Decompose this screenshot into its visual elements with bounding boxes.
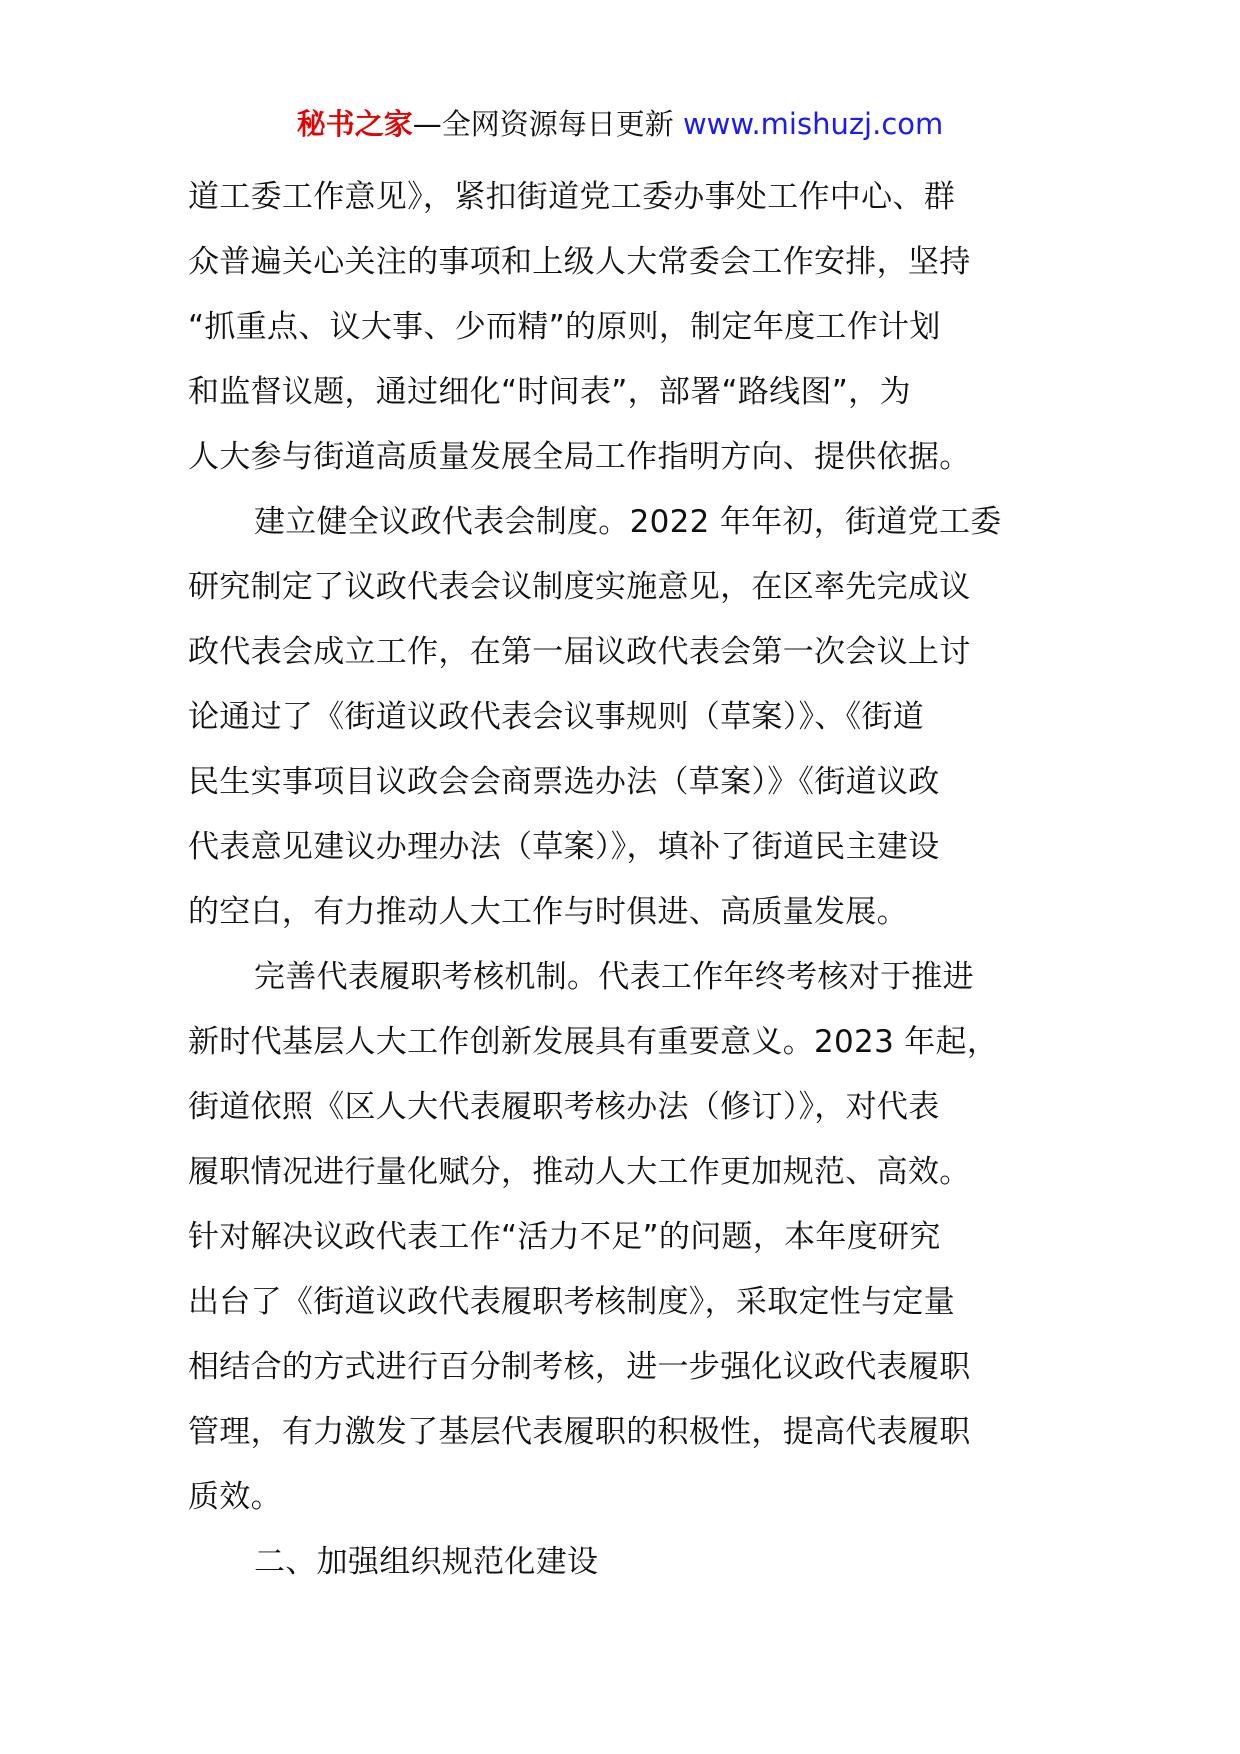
document-body <box>188 165 1052 1595</box>
section-heading: 二、加强组织规范化建设 <box>254 1544 599 1580</box>
paragraph-line: 履职情况进行量化赋分，推动人大工作更加规范、高效。 <box>188 1154 971 1190</box>
paragraph-line: 街道依照《区人大代表履职考核办法（修订）》，对代表 <box>188 1089 940 1125</box>
paragraph-line: 论通过了《街道议政代表会议事规则（草案）》、《街道 <box>188 699 924 735</box>
paragraph-line: 代表意见建议办理办法（草案）》，填补了街道民主建设 <box>188 829 940 865</box>
paragraph-line: 管理，有力激发了基层代表履职的积极性，提高代表履职 <box>188 1414 971 1450</box>
paragraph-line: 政代表会成立工作，在第一届议政代表会第一次会议上讨 <box>188 634 971 670</box>
paragraph-line: 相结合的方式进行百分制考核，进一步强化议政代表履职 <box>188 1349 971 1385</box>
site-header <box>0 104 1240 144</box>
paragraph-line: 众普遍关心关注的事项和上级人大常委会工作安排，坚持 <box>188 244 971 280</box>
paragraph-line: 道工委工作意见》，紧扣街道党工委办事处工作中心、群 <box>188 179 955 215</box>
paragraph-line: 针对解决议政代表工作“活力不足”的问题，本年度研究 <box>188 1219 941 1255</box>
paragraph-line: 建立健全议政代表会制度。2022 年年初，街道党工委 <box>254 504 1002 540</box>
paragraph-line: 质效。 <box>188 1479 282 1515</box>
paragraph-line: 的空白，有力推动人大工作与时俱进、高质量发展。 <box>188 894 908 930</box>
brand-name: 秘书之家 <box>296 107 413 141</box>
paragraph-line: 和监督议题，通过细化“时间表”，部署“路线图”，为 <box>188 374 911 410</box>
paragraph-line: 人大参与街道高质量发展全局工作指明方向、提供依据。 <box>188 439 971 475</box>
paragraph-line: 出台了《街道议政代表履职考核制度》，采取定性与定量 <box>188 1284 955 1320</box>
paragraph-line: 完善代表履职考核机制。代表工作年终考核对于推进 <box>254 959 974 995</box>
site-url-link[interactable]: www.mishuzj.com <box>682 107 944 141</box>
header-tagline: —全网资源每日更新 <box>412 107 683 141</box>
paragraph-line: “抓重点、议大事、少而精”的原则，制定年度工作计划 <box>188 309 941 345</box>
paragraph-line: 民生实事项目议政会会商票选办法（草案）》《街道议政 <box>188 764 940 800</box>
paragraph-line: 研究制定了议政代表会议制度实施意见，在区率先完成议 <box>188 569 971 605</box>
paragraph-line: 新时代基层人大工作创新发展具有重要意义。2023 年起， <box>188 1024 999 1060</box>
